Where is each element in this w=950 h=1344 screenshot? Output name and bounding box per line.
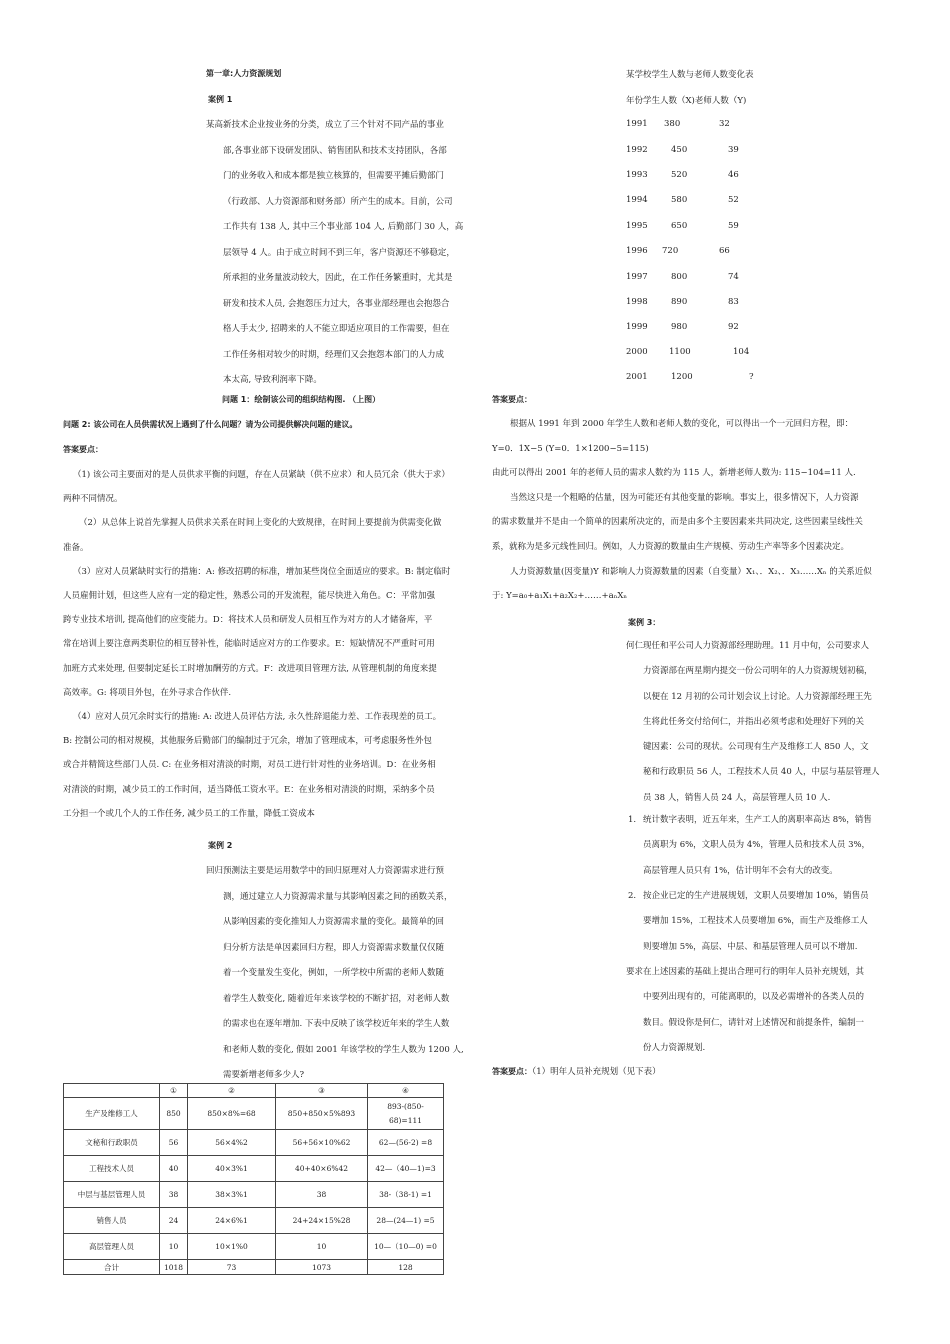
case1-line: 层领导 4 人。由于成立时间不到三年，客户资源还不够稳定， (223, 247, 455, 258)
answer-line: B: 控制公司的相对规模，其他服务后勤部门的编制过于冗余，增加了管理成本，可考虑服务性外包 (63, 736, 432, 747)
case2-line: 需要新增老师多少人? (223, 1070, 305, 1080)
table-header-cell (64, 1084, 160, 1098)
item-1-text (643, 808, 893, 884)
case2-line: 归分析方法是单因素回归方程，即人力资源需求数量仅仅随 (223, 942, 445, 953)
answer-heading-right: 答案要点： (492, 395, 532, 404)
question-2: 问题 2: 该公司在人员供需状况上遇到了什么问题？请为公司提供解决问题的建议。 (63, 420, 358, 429)
table-row (64, 1098, 444, 1130)
table-cell: 38-（38-1) =1 (368, 1182, 444, 1208)
students-cell: 1100 (669, 347, 691, 357)
table-cell: 1073 (276, 1260, 368, 1275)
case3-line: 秘和行政职员 56 人，工程技术人员 40 人，中层与基层管理人 (643, 767, 880, 778)
students-cell: 1200 (671, 372, 693, 382)
table-cell: 生产及维修工人 (64, 1098, 160, 1130)
teachers-cell: 52 (728, 195, 739, 205)
table-cell: 销售人员 (64, 1208, 160, 1234)
answer-line: Y=0．1X−5 (Y=0．1×1200−5=115) (492, 443, 649, 454)
chapter-title: 第一章:人力资源规划 (206, 69, 282, 78)
answer-line: 两种不同情况。 (63, 494, 123, 505)
table-cell: 38×3%1 (188, 1182, 276, 1208)
case1-line: 工作共有 138 人, 其中三个事业部 104 人, 后勤部门 30 人，高 (223, 222, 464, 232)
table-cell: 10 (160, 1234, 188, 1260)
item-line: 则要增加 5%，高层、中层、和基层管理人员可以不增加. (643, 941, 858, 952)
answer-line: （1) 该公司主要面对的是人员供求平衡的问题，存在人员紧缺（供不应求）和人员冗余（供大于求） (73, 470, 450, 480)
table-header-row (64, 1084, 444, 1098)
table-cell: 文秘和行政职员 (64, 1130, 160, 1156)
case1-line: 所承担的业务量波动较大，因此，在工作任务繁重时，尤其是 (223, 273, 453, 283)
table-header-cell: ③ (276, 1084, 368, 1098)
teachers-cell: 39 (728, 145, 739, 155)
table-cell: 24 (160, 1208, 188, 1234)
table-row (64, 1234, 444, 1260)
year-cell: 1998 (626, 297, 648, 307)
case2-line: 回归预测法主要是运用数学中的回归原理对人力资源需求进行预 (206, 866, 445, 876)
answer-line: 对清淡的时期，减少员工的工作时间，适当降低工资水平。E：在业务相对清淡的时期，采纳多个员 (63, 784, 435, 795)
table-cell: 10×1%0 (188, 1234, 276, 1260)
table-cell: 24×6%1 (188, 1208, 276, 1234)
answer-line: （3）应对人员紧缺时实行的措施：A: 修改招聘的标准，增加某些岗位全面适应的要求。B: 制定临时 (73, 566, 451, 577)
case1-line: 某高新技术企业按业务的分类，成立了三个针对不同产品的事业 (206, 120, 445, 130)
teachers-cell: 46 (728, 170, 739, 180)
table-cell: 1018 (160, 1260, 188, 1275)
final-answer (492, 1065, 661, 1077)
item-2-text (643, 884, 893, 960)
table-cell: 42—（40—1)=3 (368, 1156, 444, 1182)
table-header-cell: ① (160, 1084, 188, 1098)
answer-line: 由此可以得出 2001 年的老师人员的需求人数约为 115 人，新增老师人数为: 115−104=11 人. (492, 468, 856, 479)
requirement-line: 份人力资源规划. (643, 1042, 706, 1053)
table-cell: 850+850×5%893 (276, 1098, 368, 1130)
case3-line: 以便在 12 月初的公司计划会议上讨论。人力资源部经理王先 (643, 691, 872, 702)
table-cell: 73 (188, 1260, 276, 1275)
answer-line: 准备。 (63, 542, 89, 553)
table-cell: 10 (276, 1234, 368, 1260)
final-answer-label: 答案要点： (492, 1067, 532, 1076)
case1-line: 部,各事业部下设研发团队、销售团队和技术支持团队，各部 (223, 145, 447, 156)
table-row (64, 1156, 444, 1182)
answer-line: （4）应对人员冗余时实行的措施: A: 改进人员评估方法, 永久性辞退能力差、工作表现差的员工。 (73, 712, 442, 723)
case2-line: 和老师人数的变化, 假如 2001 年该学校的学生人数为 1200 人, (223, 1044, 464, 1055)
case3-line: 何仁现任和平公司人力资源部经理助理。11 月中旬，公司要求人 (626, 641, 870, 651)
teachers-cell: 92 (728, 322, 739, 332)
table-cell: 40×3%1 (188, 1156, 276, 1182)
answer-line: 于: Y=a₀+a₁X₁+a₂X₂+……+aₙXₙ (492, 591, 628, 602)
case1-line: （行政部、人力资源部和财务部）所产生的成本。目前，公司 (223, 196, 453, 207)
table-cell: 38 (276, 1182, 368, 1208)
answer-line: 加班方式来处理, 但要制定延长工时增加酬劳的方式。F：改进项目管理方法, 从管理机制的角度来提 (63, 663, 437, 674)
students-cell: 580 (671, 195, 688, 205)
requirement-text (626, 960, 888, 1061)
table-cell: 40 (160, 1156, 188, 1182)
year-cell: 2001 (626, 372, 648, 382)
table-cell: 高层管理人员 (64, 1234, 160, 1260)
requirement-line: 要求在上述因素的基础上提出合理可行的明年人员补充规划，其 (626, 967, 865, 977)
case1-line: 本太高, 导致利润率下降。 (223, 375, 322, 385)
table-cell: 56 (160, 1130, 188, 1156)
answer-line: 人员雇佣计划，但这些人应有一定的稳定性，熟悉公司的开发流程，能尽快进入角色。C：平常加强 (63, 591, 436, 602)
staffing-table (63, 1083, 444, 1275)
teachers-cell: ? (749, 372, 754, 382)
table-cell: 10—（10—0) =0 (368, 1234, 444, 1260)
table-header-cell: ④ (368, 1084, 444, 1098)
case2-line: 的需求也在逐年增加. 下表中反映了该学校近年来的学生人数 (223, 1019, 450, 1029)
case2-text (206, 859, 468, 1089)
year-cell: 1991 (626, 119, 648, 129)
teachers-cell: 32 (719, 119, 730, 129)
students-cell: 520 (671, 170, 688, 180)
case1-line: 门的业务收入和成本都是独立核算的，但需要平摊后勤部门 (223, 171, 445, 181)
case2-heading: 案例 2 (208, 841, 233, 850)
answer-heading-left: 答案要点： (63, 445, 103, 454)
table-cell: 28—(24—1) =5 (368, 1208, 444, 1234)
year-cell: 1995 (626, 221, 648, 231)
table-cell: 合计 (64, 1260, 160, 1275)
case3-text (626, 634, 888, 811)
case3-line: 生将此任务交付给何仁，并指出必须考虑和处理好下列的关 (643, 716, 865, 727)
answer-text-right (492, 412, 892, 609)
case1-line: 研发和技术人员, 会抱怨压力过大，各事业部经理也会抱怨合 (223, 298, 450, 309)
answer-line: 当然这只是一个粗略的估量，因为可能还有其他变量的影响。事实上，很多情况下，人力资源 (510, 492, 859, 503)
students-cell: 890 (671, 297, 688, 307)
students-cell: 450 (671, 145, 688, 155)
case2-line: 着学生人数变化, 随着近年来该学校的不断扩招，对老师人数 (223, 993, 450, 1004)
table-cell: 850 (160, 1098, 188, 1130)
table-cell: 850×8%=68 (188, 1098, 276, 1130)
school-table-header: 年份学生人数（X)老师人数（Y) (626, 96, 747, 106)
school-table-title: 某学校学生人数与老师人数变化表 (626, 70, 754, 80)
table-row (64, 1130, 444, 1156)
case2-line: 测，通过建立人力资源需求量与其影响因素之间的函数关系， (223, 891, 453, 902)
answer-line: 根据从 1991 年到 2000 年学生人数和老师人数的变化，可以得出一个一元回归方程，即： (510, 419, 854, 429)
teachers-cell: 83 (728, 297, 739, 307)
answer-line: 系，就称为是多元线性回归。例如，人力资源的数量由生产规模、劳动生产率等多个因素决定。 (492, 541, 850, 552)
answer-line: 的需求数量并不是由一个简单的因素所决定的，而是由多个主要因素来共同决定, 这些因素呈线性关 (492, 517, 863, 528)
answer-line: 跨专业技术培训, 提高他们的应变能力。D：将技术人员和研发人员相互作为对方的人才储备库，平 (63, 615, 433, 626)
table-cell: 40+40×6%42 (276, 1156, 368, 1182)
answer-line: 高效率。G: 将项目外包，在外寻求合作伙伴. (63, 687, 232, 698)
case3-line: 力资源部在两星期内提交一份公司明年的人力资源规划初稿， (643, 666, 873, 677)
teachers-cell: 104 (733, 347, 750, 357)
case2-line: 着一个变量发生变化，例如，一所学校中所需的老师人数随 (223, 968, 445, 978)
item-1-number: 1. (628, 815, 637, 825)
answer-line: （2）从总体上说首先掌握人员供求关系在时间上变化的大致规律，在时间上要提前为供需变化做 (79, 518, 442, 529)
year-cell: 2000 (626, 347, 648, 357)
requirement-line: 中要列出现有的，可能离职的，以及必需增补的各类人员的 (643, 992, 865, 1003)
table-row (64, 1260, 444, 1275)
item-line: 员离职为 6%，文职人员为 4%，管理人员和技术人员 3%， (643, 840, 871, 851)
answer-line: 常在培训上要注意两类职位的相互替补性，能临时适应对方的工作要求。E：短缺情况不严重时可用 (63, 639, 435, 650)
students-cell: 720 (662, 246, 679, 256)
students-cell: 650 (671, 221, 688, 231)
answer-line: 人力资源数量(因变量)Y 和影响人力资源数量的因素（自变量）X₁、．X₂、．X₃……Xₙ 的关系近似 (510, 566, 872, 577)
teachers-cell: 66 (719, 246, 730, 256)
item-line: 按企业已定的生产进展规划，文职人员要增加 10%，销售员 (643, 891, 869, 901)
question-1: 问题 1：绘制该公司的组织结构图. （上图） (222, 395, 381, 404)
answer-line: 或合并精简这些部门人员. C: 在业务相对清淡的时期，对员工进行针对性的业务培训。D：在业务相 (63, 760, 436, 771)
item-2-number: 2. (628, 891, 637, 901)
teachers-cell: 74 (728, 272, 739, 282)
table-cell: 128 (368, 1260, 444, 1275)
case1-heading: 案例 1 (208, 95, 233, 104)
final-answer-text: （1）明年人员补充规划（见下表） (532, 1067, 661, 1077)
table-cell: 24+24×15%28 (276, 1208, 368, 1234)
case1-line: 格人手太少, 招聘来的人不能立即适应项目的工作需要，但在 (223, 324, 450, 334)
item-line: 统计数字表明，近五年来，生产工人的离职率高达 8%，销售 (643, 815, 872, 825)
year-cell: 1993 (626, 170, 648, 180)
table-header-cell: ② (188, 1084, 276, 1098)
year-cell: 1992 (626, 145, 648, 155)
table-row (64, 1208, 444, 1234)
case1-line: 工作任务相对较少的时期，经理们又会抱怨本部门的人力成 (223, 349, 445, 360)
case3-line: 键因素：公司的现状。公司现有生产及维修工人 850 人，文 (643, 742, 869, 753)
students-cell: 800 (671, 272, 688, 282)
case3-heading: 案例 3： (628, 618, 661, 627)
answer-text-left (63, 463, 451, 826)
year-cell: 1994 (626, 195, 648, 205)
table-cell: 62—(56-2) =8 (368, 1130, 444, 1156)
table-cell: 工程技术人员 (64, 1156, 160, 1182)
item-line: 高层管理人员只有 1%，估计明年不会有大的改变。 (643, 865, 838, 876)
year-cell: 1997 (626, 272, 648, 282)
case3-line: 员 38 人，销售人员 24 人，高层管理人员 10 人. (643, 792, 831, 803)
table-cell: 56×4%2 (188, 1130, 276, 1156)
students-cell: 980 (671, 322, 688, 332)
answer-line: 工分担一个或几个人的工作任务, 减少员工的工作量，降低工资成本 (63, 808, 315, 819)
table-cell: 56+56×10%62 (276, 1130, 368, 1156)
table-cell: 893-(850-68)=111 (368, 1098, 444, 1130)
table-cell: 38 (160, 1182, 188, 1208)
table-cell: 中层与基层管理人员 (64, 1182, 160, 1208)
case2-line: 从影响因素的变化推知人力资源需求量的变化。最简单的回 (223, 917, 445, 927)
case1-text (206, 113, 468, 394)
requirement-line: 数目。假设你是何仁，请针对上述情况和前提条件，编制一 (643, 1017, 865, 1028)
teachers-cell: 59 (728, 221, 739, 231)
students-cell: 380 (664, 119, 681, 129)
year-cell: 1999 (626, 322, 648, 332)
table-row (64, 1182, 444, 1208)
year-cell: 1996 (626, 246, 648, 256)
item-line: 要增加 15%，工程技术人员要增加 6%，而生产及维修工人 (643, 916, 868, 927)
